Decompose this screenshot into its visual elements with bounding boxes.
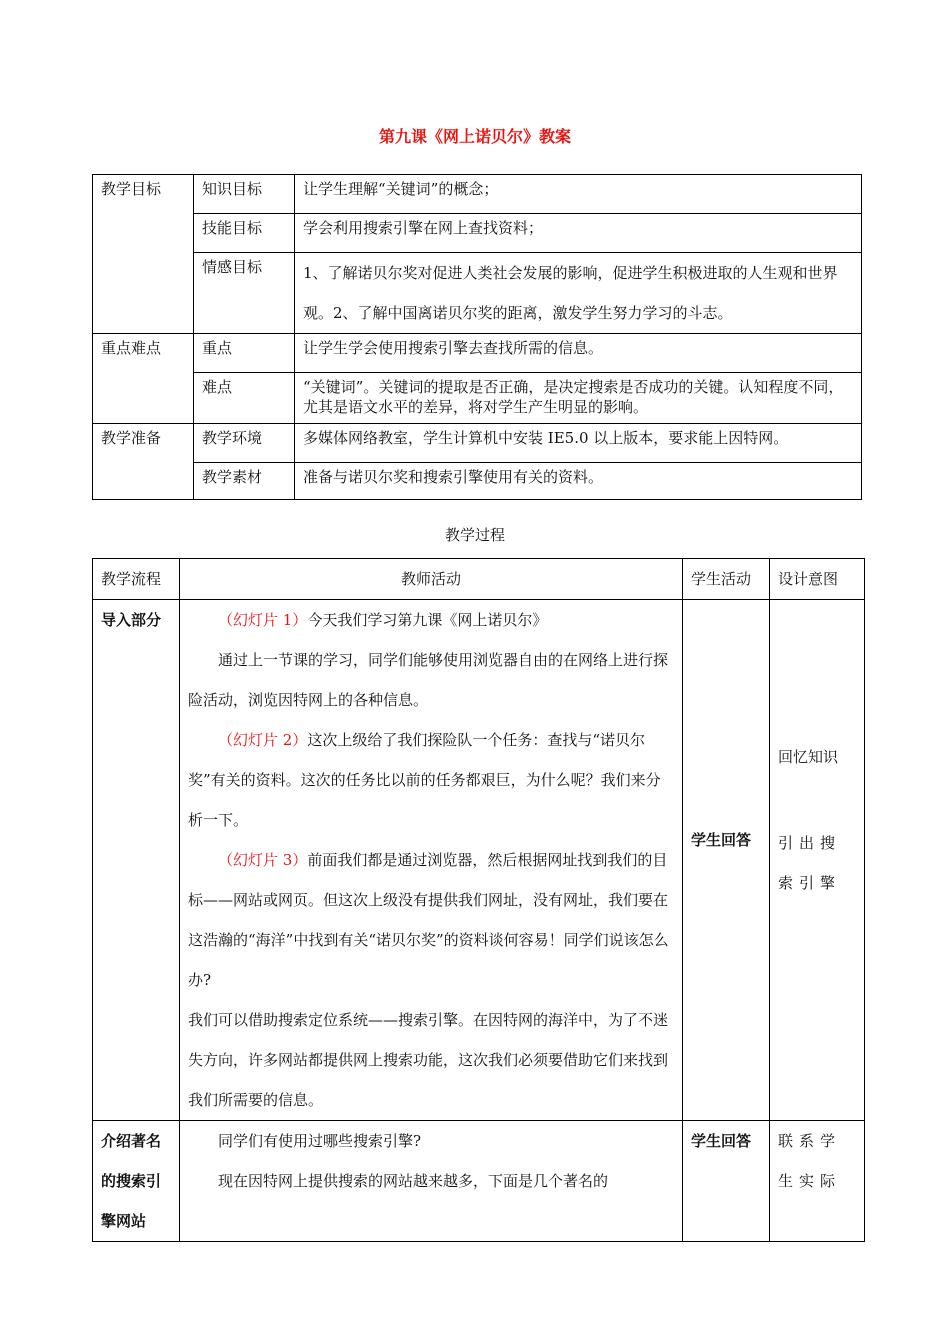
table-row (93, 334, 862, 373)
paragraph: 前面我们都是通过浏览器，然后根据网址找到我们的目标——网站或网页。但这次上级没有提供我们网址，没有网址，我们要在这浩瀚的“海洋”中找到有关“诺贝尔奖”的资料谈何容易！同学们说该怎么办? (188, 851, 669, 989)
paragraph: 通过上一节课的学习，同学们能够使用浏览器自由的在网络上进行探险活动，浏览因特网上的各种信息。 (188, 651, 669, 709)
text-cell: 准备与诺贝尔奖和搜索引擎使用有关的资料。 (295, 463, 862, 500)
label-cell: 教学素材 (194, 463, 295, 500)
label-cell: 情感目标 (194, 253, 295, 334)
label-cell: 知识目标 (194, 175, 295, 214)
table-row (93, 214, 862, 253)
label-cell: 难点 (194, 373, 295, 424)
intent-cell: 联系学生实际 (770, 1121, 865, 1242)
table-row (93, 600, 865, 1121)
paragraph: 同学们有使用过哪些搜索引擎? (218, 1132, 422, 1150)
text-cell: “关键词”。关键词的提取是否正确，是决定搜索是否成功的关键。认知程度不同，尤其是语文水平的差异，将对学生产生明显的影响。 (295, 373, 862, 424)
teacher-activity-cell (180, 1121, 683, 1242)
header-teacher: 教师活动 (180, 559, 683, 600)
text-cell: 1、了解诺贝尔奖对促进人类社会发展的影响，促进学生积极进取的人生观和世界观。2、了解中国离诺贝尔奖的距离，激发学生努力学习的斗志。 (295, 253, 862, 334)
header-stage: 教学流程 (93, 559, 180, 600)
label-cell: 技能目标 (194, 214, 295, 253)
text-cell: 学会利用搜索引擎在网上查找资料； (295, 214, 862, 253)
process-title: 教学过程 (444, 526, 505, 544)
text-cell: 让学生学会使用搜索引擎去查找所需的信息。 (295, 334, 862, 373)
document-title: 第九课《网上诺贝尔》教案 (378, 127, 571, 146)
slide-label: （幻灯片 3） (218, 851, 308, 869)
process-table (92, 558, 865, 1242)
table-row (93, 424, 862, 463)
table-row (93, 175, 862, 214)
slide-label: （幻灯片 2） (218, 731, 308, 749)
stage-cell: 介绍著名的搜索引擎网站 (93, 1121, 180, 1242)
header-intent: 设计意图 (770, 559, 865, 600)
table-row (93, 373, 862, 424)
teacher-activity-cell (180, 600, 683, 1121)
paragraph: 我们可以借助搜索定位系统——搜索引擎。在因特网的海洋中，为了不迷失方向，许多网站都提供网上搜索功能，这次我们必须要借助它们来找到我们所需要的信息。 (188, 1011, 669, 1109)
label-cell: 教学环境 (194, 424, 295, 463)
table-row (93, 253, 862, 334)
paragraph: 今天我们学习第九课《网上诺贝尔》 (307, 611, 548, 629)
student-answer: 学生回答 (691, 831, 752, 849)
text-cell: 让学生理解“关键词”的概念； (295, 175, 862, 214)
paragraph: 这次上级给了我们探险队一个任务：查找与“诺贝尔奖”有关的资料。这次的任务比以前的任务都艰巨，为什么呢？我们来分析一下。 (188, 731, 661, 829)
intent-text: 回忆知识 (778, 748, 839, 766)
slide-label: （幻灯片 1） (218, 611, 308, 629)
intent-text: 引出搜索引擎 (778, 834, 842, 892)
goals-table (92, 174, 862, 500)
text-cell: 多媒体网络教室，学生计算机中安装 IE5.0 以上版本，要求能上因特网。 (295, 424, 862, 463)
group-cell: 教学目标 (93, 175, 194, 334)
intent-cell (770, 600, 865, 1121)
paragraph: 现在因特网上提供搜索的网站越来越多，下面是几个著名的 (218, 1172, 609, 1190)
group-cell: 教学准备 (93, 424, 194, 500)
table-row (93, 463, 862, 500)
group-cell: 重点难点 (93, 334, 194, 424)
stage-cell: 导入部分 (93, 600, 180, 1121)
student-activity-cell (683, 600, 770, 1121)
table-row (93, 1121, 865, 1242)
header-student: 学生活动 (683, 559, 770, 600)
student-activity-cell: 学生回答 (683, 1121, 770, 1242)
header-row (93, 559, 865, 600)
label-cell: 重点 (194, 334, 295, 373)
